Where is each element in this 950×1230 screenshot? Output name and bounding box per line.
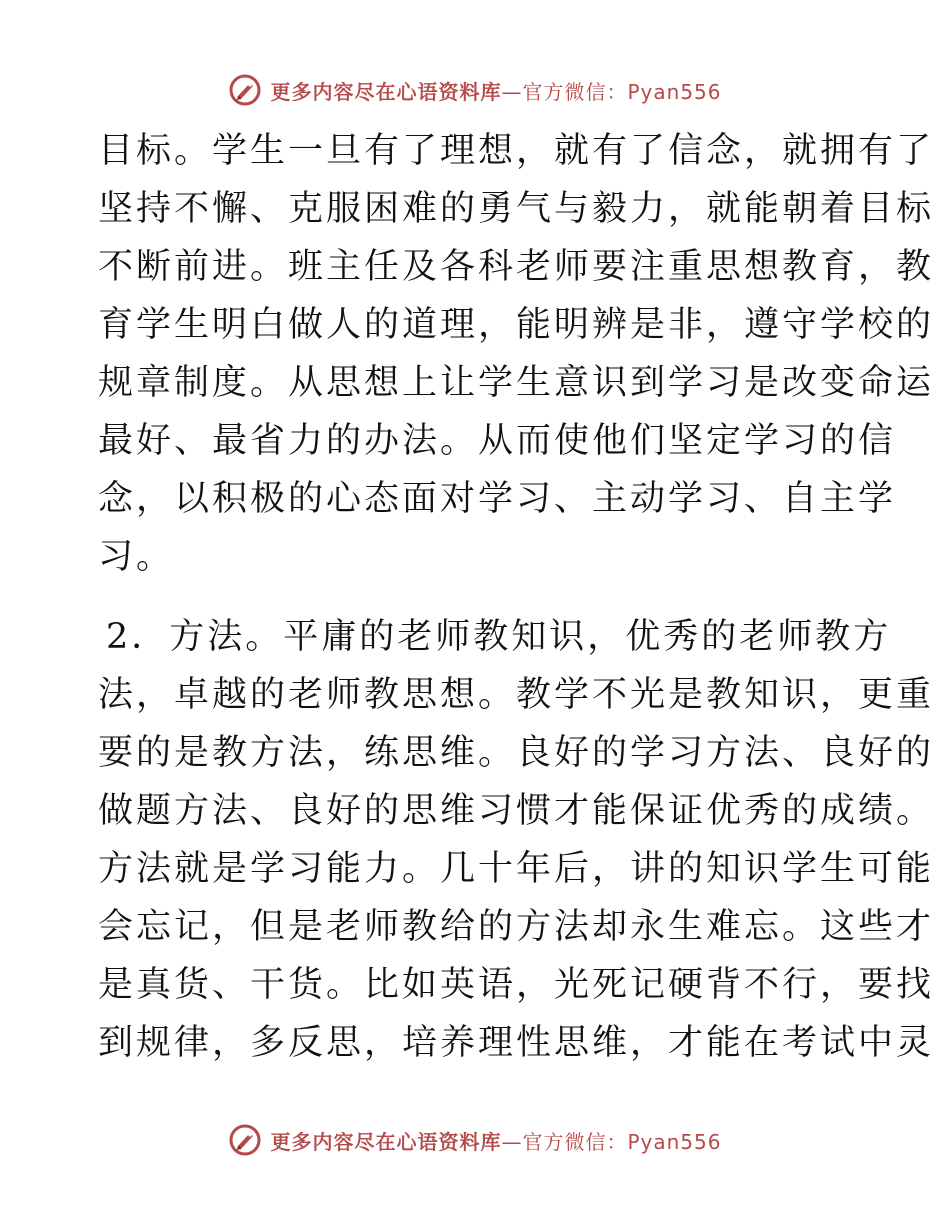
watermark-label: 官方微信： <box>522 1129 628 1154</box>
text-line: 习。 <box>98 537 175 577</box>
text-line: 会忘记，但是老师教给的方法却永生难忘。这些才 <box>98 907 935 947</box>
text-line: 要的是教方法，练思维。良好的学习方法、良好的 <box>98 733 935 773</box>
watermark-text <box>270 76 721 105</box>
watermark-separator: — <box>501 1129 523 1154</box>
watermark-label: 官方微信： <box>522 79 628 104</box>
paragraph-method <box>98 608 935 1072</box>
text-line: 方法就是学习能力。几十年后，讲的知识学生可能 <box>98 849 935 889</box>
text-line: 做题方法、良好的思维习惯才能保证优秀的成绩。 <box>98 791 935 831</box>
watermark-wechat-id: Pyan556 <box>627 79 722 104</box>
header-watermark <box>0 70 950 110</box>
text-line: 法，卓越的老师教思想。教学不光是教知识，更重 <box>98 675 935 715</box>
text-line: 规章制度。从思想上让学生意识到学习是改变命运 <box>98 363 935 403</box>
document-body <box>98 122 935 1072</box>
text-line: 坚持不懈、克服困难的勇气与毅力，就能朝着目标 <box>98 189 935 229</box>
text-line: 念，以积极的心态面对学习、主动学习、自主学 <box>98 479 897 519</box>
pen-nib-icon <box>228 1123 262 1157</box>
text-line: 不断前进。班主任及各科老师要注重思想教育，教 <box>98 247 935 287</box>
watermark-wechat-id: Pyan556 <box>627 1129 722 1154</box>
watermark-main: 更多内容尽在心语资料库 <box>270 79 502 104</box>
text-line: 是真货、干货。比如英语，光死记硬背不行，要找 <box>98 965 935 1005</box>
paragraph-goal <box>98 122 935 586</box>
text-line: 2．方法。平庸的老师教知识，优秀的老师教方 <box>106 617 892 657</box>
watermark-text <box>270 1126 721 1155</box>
text-line: 到规律，多反思，培养理性思维，才能在考试中灵 <box>98 1023 935 1063</box>
watermark-separator: — <box>501 79 523 104</box>
pen-nib-icon <box>228 73 262 107</box>
text-line: 目标。学生一旦有了理想，就有了信念，就拥有了 <box>98 131 935 171</box>
footer-watermark <box>0 1120 950 1160</box>
paragraph-gap <box>98 586 858 608</box>
text-line: 育学生明白做人的道理，能明辨是非，遵守学校的 <box>98 305 935 345</box>
text-line: 最好、最省力的办法。从而使他们坚定学习的信 <box>98 421 897 461</box>
watermark-main: 更多内容尽在心语资料库 <box>270 1129 502 1154</box>
